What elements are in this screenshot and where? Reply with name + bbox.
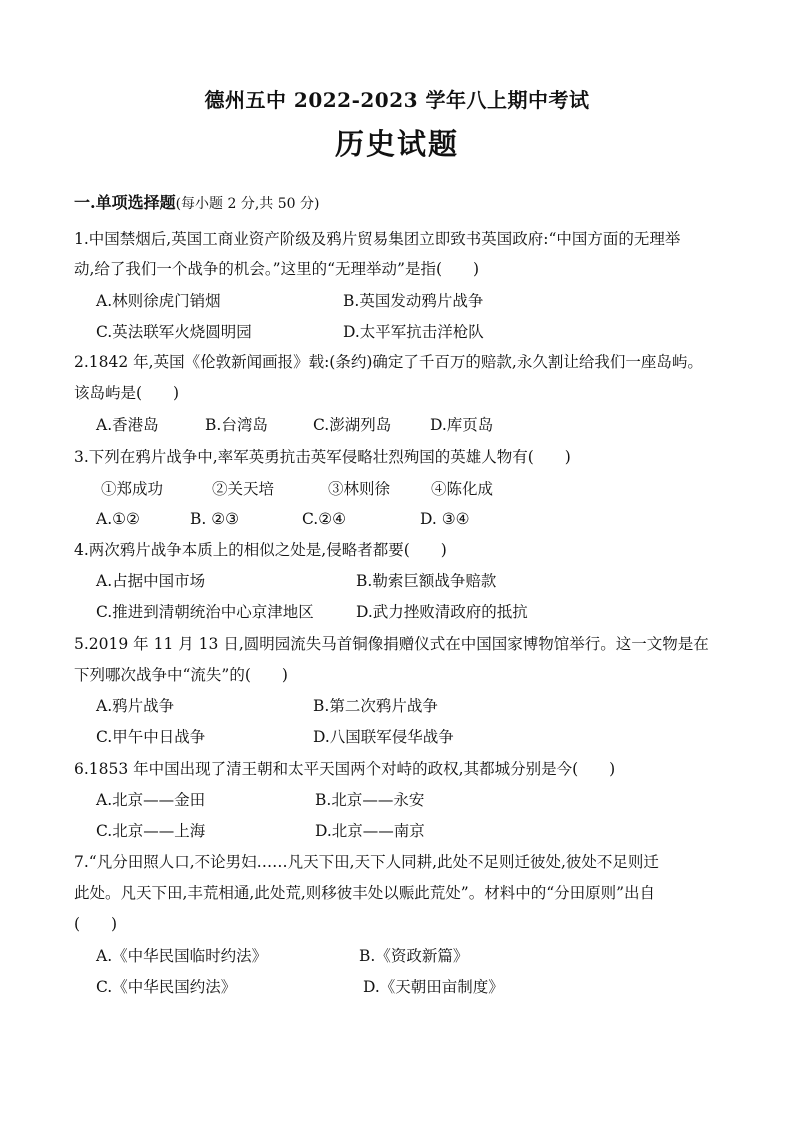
question-1-line-2: 动,给了我们一个战争的机会。”这里的“无理举动”是指( )	[74, 260, 480, 278]
question-3-line-1: 3.下列在鸦片战争中,率军英勇抗击英军侵略壮烈殉国的英雄人物有( )	[74, 448, 571, 466]
section-title: 一.单项选择题	[74, 193, 176, 212]
question-2-line-2: 该岛屿是( )	[74, 384, 180, 402]
q3-option-d[interactable]: D. ③④	[420, 510, 470, 528]
q1-option-d[interactable]: D.太平军抗击洋枪队	[343, 323, 484, 341]
section-note: (每小题 2 分,共 50 分)	[175, 196, 320, 212]
q3-item-4: ④陈化成	[431, 480, 494, 498]
q6-option-c[interactable]: C.北京——上海	[96, 822, 206, 840]
q2-option-a[interactable]: A.香港岛	[96, 416, 159, 434]
q4-option-b[interactable]: B.勒索巨额战争赔款	[356, 572, 497, 590]
question-2-line-1: 2.1842 年,英国《伦敦新闻画报》载:(条约)确定了千百万的赔款,永久割让给我们一座岛屿。	[74, 353, 703, 371]
question-7-line-2: 此处。凡天下田,丰荒相通,此处荒,则移彼丰处以赈此荒处”。材料中的“分田原则”出自	[74, 884, 656, 902]
q5-option-b[interactable]: B.第二次鸦片战争	[313, 697, 438, 715]
q3-option-a[interactable]: A.①②	[96, 510, 140, 528]
q4-option-a[interactable]: A.占据中国市场	[96, 572, 206, 590]
q5-option-d[interactable]: D.八国联军侵华战争	[313, 728, 454, 746]
q6-option-a[interactable]: A.北京——金田	[96, 791, 206, 809]
q3-option-b[interactable]: B. ②③	[190, 510, 240, 528]
question-6-line-1: 6.1853 年中国出现了清王朝和太平天国两个对峙的政权,其都城分别是今( )	[74, 760, 616, 778]
question-5-line-2: 下列哪次战争中“流失”的( )	[74, 666, 288, 684]
exam-title: 德州五中 2022-2023 学年八上期中考试	[204, 88, 590, 112]
q6-option-d[interactable]: D.北京——南京	[315, 822, 425, 840]
q3-option-c[interactable]: C.②④	[302, 510, 347, 528]
q3-item-1: ①郑成功	[101, 480, 164, 498]
q2-option-c[interactable]: C.澎湖列岛	[313, 416, 392, 434]
q3-item-3: ③林则徐	[328, 480, 391, 498]
question-1-line-1: 1.中国禁烟后,英国工商业资产阶级及鸦片贸易集团立即致书英国政府:“中国方面的无理举	[74, 230, 681, 248]
question-4-line-1: 4.两次鸦片战争本质上的相似之处是,侵略者都要( )	[74, 541, 447, 559]
q3-item-2: ②关天培	[212, 480, 275, 498]
q5-option-a[interactable]: A.鸦片战争	[96, 697, 175, 715]
q7-option-c[interactable]: C.《中华民国约法》	[96, 978, 237, 996]
question-7-line-3: ( )	[74, 915, 118, 933]
q1-option-b[interactable]: B.英国发动鸦片战争	[343, 292, 484, 310]
section-heading	[74, 195, 319, 211]
q6-option-b[interactable]: B.北京——永安	[315, 791, 425, 809]
q4-option-d[interactable]: D.武力挫败清政府的抵抗	[356, 603, 528, 621]
q4-option-c[interactable]: C.推进到清朝统治中心京津地区	[96, 603, 314, 621]
exam-subtitle: 历史试题	[334, 127, 459, 161]
q2-option-b[interactable]: B.台湾岛	[205, 416, 268, 434]
q7-option-a[interactable]: A.《中华民国临时约法》	[96, 947, 268, 965]
question-7-line-1: 7.“凡分田照人口,不论男妇……凡天下田,天下人同耕,此处不足则迁彼处,彼处不足则迁	[74, 853, 659, 871]
q1-option-a[interactable]: A.林则徐虎门销烟	[96, 292, 221, 310]
q2-option-d[interactable]: D.库页岛	[430, 416, 494, 434]
q1-option-c[interactable]: C.英法联军火烧圆明园	[96, 323, 252, 341]
q7-option-b[interactable]: B.《资政新篇》	[359, 947, 469, 965]
q7-option-d[interactable]: D.《天朝田亩制度》	[363, 978, 504, 996]
q5-option-c[interactable]: C.甲午中日战争	[96, 728, 206, 746]
question-5-line-1: 5.2019 年 11 月 13 日,圆明园流失马首铜像捐赠仪式在中国国家博物馆举行。这一文物是在	[74, 635, 709, 653]
